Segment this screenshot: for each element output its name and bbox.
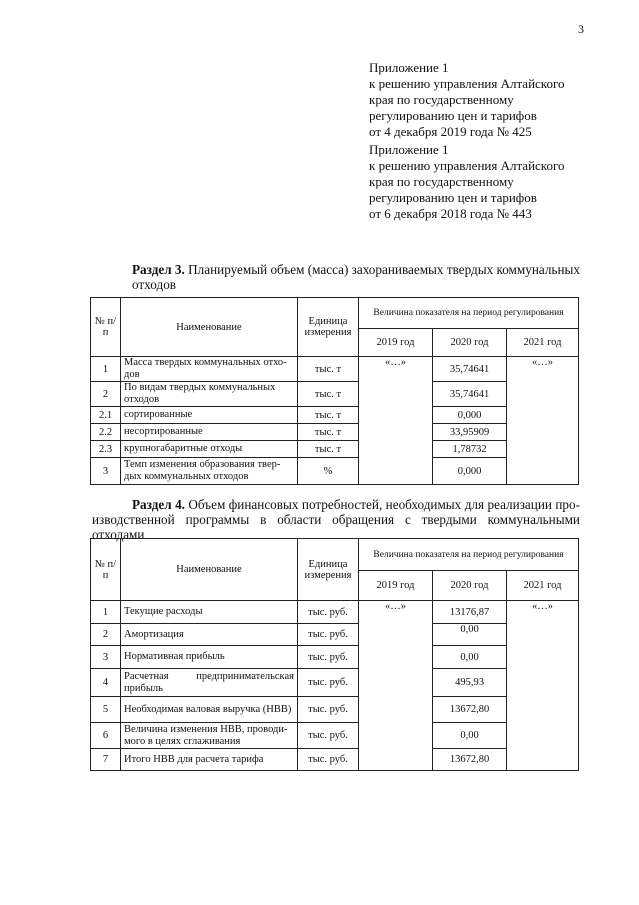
row-name: Масса твердых коммунальных отхо-дов [121,357,298,382]
row-num: 2 [91,382,121,407]
row-name: Нормативная прибыль [121,646,298,669]
section3-heading [92,262,580,292]
row-value-2020: 0,00 [433,624,507,646]
header-2020: 2020 год [433,571,507,601]
row-value-2020: 35,74641 [433,382,507,407]
row-value-2020: 13672,80 [433,697,507,723]
header-period: Величина показателя на период регулирования [359,298,579,329]
annex-line: от 4 декабря 2019 года № 425 [369,124,532,139]
table-row [91,407,579,424]
section4-label: Раздел 4. [132,497,185,512]
header-period: Величина показателя на период регулирования [359,539,579,571]
section4-title-line1: Объем финансовых потребностей, необходимых для реализации про- [188,497,581,512]
row-num: 6 [91,723,121,749]
row-name: Расчетная предпринимательская прибыль [121,669,298,697]
section3-label: Раздел 3. [132,262,185,277]
header-num: № п/п [91,298,121,357]
row-value-2020: 13176,87 [433,601,507,624]
section3-table [90,297,579,485]
header-2019: 2019 год [359,329,433,357]
row-name: Необходимая валовая выручка (НВВ) [121,697,298,723]
row-unit: тыс. т [298,407,359,424]
row-value-2020: 0,000 [433,407,507,424]
row-unit: тыс. т [298,382,359,407]
annex-line: регулированию цен и тарифов [369,108,537,123]
row-num: 7 [91,749,121,771]
header-unit: Единица измерения [298,539,359,601]
row-unit: тыс. руб. [298,749,359,771]
header-2019: 2019 год [359,571,433,601]
header-unit: Единица измерения [298,298,359,357]
row-value-2020: 0,000 [433,458,507,485]
header-name: Наименование [121,539,298,601]
annex-current-block [369,60,564,140]
row-value-2020: 495,93 [433,669,507,697]
annex-line: Приложение 1 [369,60,449,75]
section4-table [90,538,579,771]
table-row [91,723,579,749]
section4-heading [92,497,580,542]
row-unit: тыс. руб. [298,601,359,624]
section4-title-line2: изводственной программы в области обращения с твердыми коммунальными отходами [92,512,580,542]
row-name: По видам твердых коммунальных отходов [121,382,298,407]
row-name: Текущие расходы [121,601,298,624]
row-value-2020: 0,00 [433,723,507,749]
row-unit: % [298,458,359,485]
row-num: 2 [91,624,121,646]
annex-line: к решению управления Алтайского [369,158,565,173]
row-value-2020: 1,78732 [433,441,507,458]
annex-line: края по государственному [369,92,514,107]
row-num: 2.3 [91,441,121,458]
row-unit: тыс. руб. [298,646,359,669]
row-unit: тыс. руб. [298,697,359,723]
annex-line: к решению управления Алтайского [369,76,565,91]
table-row [91,357,579,382]
header-2021: 2021 год [507,329,579,357]
table-row [91,749,579,771]
row-num: 5 [91,697,121,723]
table-row [91,382,579,407]
value-2021-placeholder: «…» [507,357,579,485]
row-unit: тыс. руб. [298,723,359,749]
row-name: несортированные [121,424,298,441]
row-name: Темп изменения образования твер-дых коммунальных отходов [121,458,298,485]
table-row [91,424,579,441]
table-row [91,646,579,669]
row-value-2020: 35,74641 [433,357,507,382]
row-name: Итого НВВ для расчета тарифа [121,749,298,771]
row-name: Амортизация [121,624,298,646]
value-2019-placeholder: «…» [359,357,433,485]
header-2020: 2020 год [433,329,507,357]
annex-line: регулированию цен и тарифов [369,190,537,205]
section3-title: Планируемый объем (масса) захораниваемых твердых коммунальных отходов [132,262,580,292]
table-row [91,601,579,624]
value-2019-placeholder: «…» [359,601,433,771]
annex-original-block [369,142,564,222]
value-2021-placeholder: «…» [507,601,579,771]
row-num: 3 [91,458,121,485]
row-num: 1 [91,601,121,624]
table-row [91,669,579,697]
row-value-2020: 33,95909 [433,424,507,441]
annex-line: от 6 декабря 2018 года № 443 [369,206,532,221]
annex-line: Приложение 1 [369,142,449,157]
row-name: Величина изменения НВВ, проводи-мого в целях сглаживания [121,723,298,749]
row-unit: тыс. т [298,424,359,441]
row-num: 3 [91,646,121,669]
row-num: 2.1 [91,407,121,424]
row-value-2020: 13672,80 [433,749,507,771]
row-unit: тыс. руб. [298,669,359,697]
header-name: Наименование [121,298,298,357]
table-row [91,697,579,723]
table-row [91,441,579,458]
row-num: 2.2 [91,424,121,441]
table-row [91,458,579,485]
annex-line: края по государственному [369,174,514,189]
row-name: сортированные [121,407,298,424]
row-num: 1 [91,357,121,382]
row-unit: тыс. т [298,441,359,458]
table-row [91,624,579,646]
row-name: крупногабаритные отходы [121,441,298,458]
page-number: 3 [578,22,584,36]
row-unit: тыс. т [298,357,359,382]
row-value-2020: 0,00 [433,646,507,669]
header-2021: 2021 год [507,571,579,601]
header-num: № п/п [91,539,121,601]
row-unit: тыс. руб. [298,624,359,646]
row-num: 4 [91,669,121,697]
